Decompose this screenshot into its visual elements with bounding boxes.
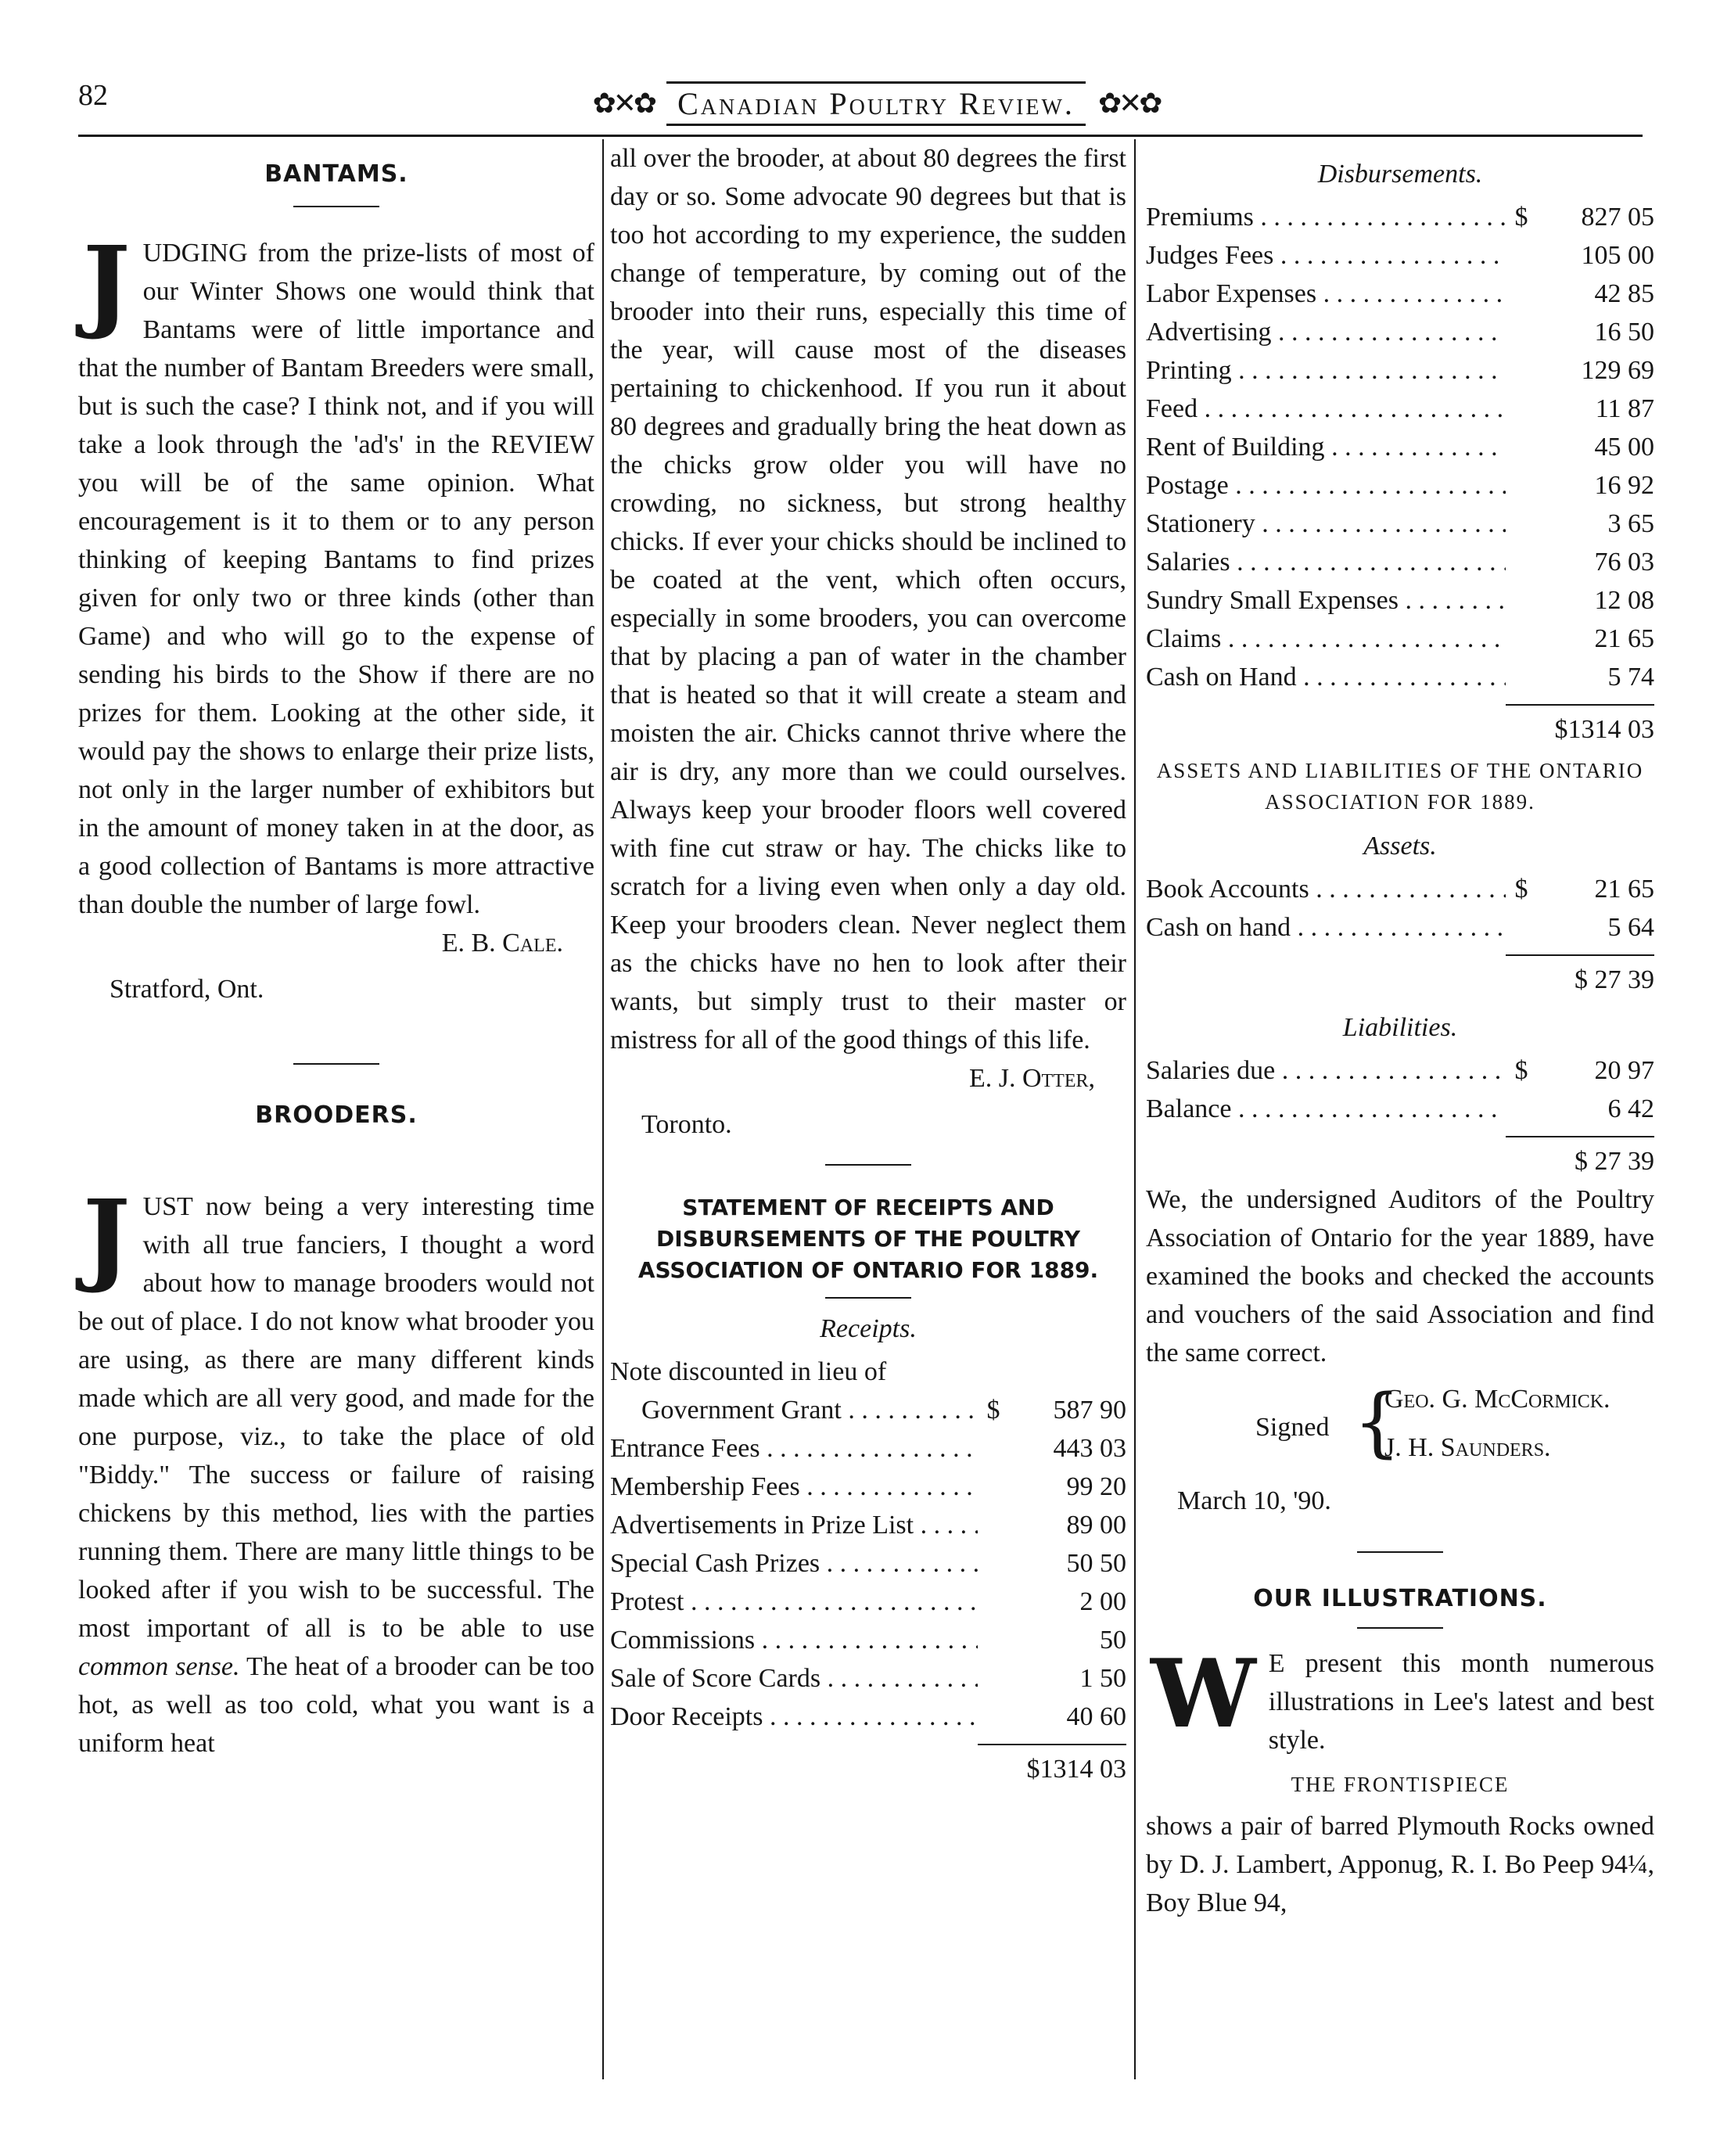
ledger-label: Special Cash Prizes . . . [610,1544,978,1583]
ledger-amount: 6 42 [1607,1094,1654,1123]
brooders-body-emphasis: common sense. [78,1652,240,1681]
ledger-label: Claims . . . [1146,620,1506,658]
disbursements-title: Disbursements. [1317,160,1483,189]
ledger-row [610,1468,1126,1506]
total-rule [1506,954,1654,956]
ledger-amount: 45 00 [1594,433,1654,462]
ledger-label: Premiums . . . [1146,198,1506,236]
ledger-label: Note discounted in lieu of [610,1357,887,1386]
brooders-title: BROODERS. [255,1101,418,1129]
ledger-row [1146,198,1654,236]
ledger-label: Judges Fees . . . [1146,236,1506,275]
ledger-amount: 443 03 [1053,1434,1126,1463]
ledger-label: Protest . . . [610,1583,978,1621]
ledger-label: Sundry Small Expenses . . . [1146,581,1506,620]
brooders-author: E. J. Otter, [968,1064,1095,1093]
bantams-author: E. B. Cale. [441,929,563,958]
ledger-label: Advertising . . . [1146,313,1506,351]
column-3 [1146,139,1654,2093]
ledger-amount: 2 00 [1079,1587,1126,1616]
ledger-label: Book Accounts . . . [1146,870,1506,908]
total-rule [978,1744,1126,1745]
divider-rule [825,1297,911,1299]
ledger-amount: 5 74 [1607,663,1654,692]
column-1 [78,139,594,2093]
frontispiece-title: THE FRONTISPIECE [1291,1773,1510,1796]
divider-rule [825,1164,911,1166]
ledger-currency: $ [1514,875,1528,904]
ledger-amount: 50 [1100,1626,1126,1655]
liabilities-ledger [1146,1051,1654,1128]
ledger-label: Cash on hand . . . [1146,908,1506,947]
ledger-label: Labor Expenses . . . [1146,275,1506,313]
ledger-row [1146,390,1654,428]
ledger-label: Salaries . . . [1146,543,1506,581]
ledger-amount: 40 60 [1066,1702,1126,1731]
ledger-row [1146,658,1654,696]
divider-rule [293,206,379,207]
assets-total: $ 27 39 [1575,965,1654,994]
ledger-label: Stationery . . . [1146,505,1506,543]
ledger-row [610,1506,1126,1544]
ledger-row [1146,236,1654,275]
ledger-label: Salaries due . . . [1146,1051,1506,1090]
ledger-amount: 21 65 [1594,624,1654,653]
ledger-amount: 12 08 [1594,586,1654,615]
column-2 [610,139,1126,2093]
brooders-body-b: The heat of a brooder can be too hot, as well as too cold, what you want is a uniform heat [78,1652,595,1758]
ledger-row [1146,428,1654,466]
bantams-title: BANTAMS. [264,160,408,188]
total-rule [1506,704,1654,706]
receipts-ledger [610,1353,1126,1736]
brooders-continued: all over the brooder, at about 80 degrees the first day or so. Some advocate 90 degrees but that is too hot according to my experience, the sudden change of temperature, by coming out of the brooder into their runs, especially this time of the year, will cause most of the diseases pertaining to chickenhood. If you run it about 80 degrees and gradually bring the heat down as the chicks grow older you will have no crowding, no sickness, but strong healthy chicks. If ever your chicks should be inclined to be coated at the vent, which often occurs, especially in some brooders, you can overcome that by placing a pan of water in the chamber that is heated so that it will create a steam and moisten the air. Chicks cannot thrive where the air is dry, any more than we could ourselves. Always keep your brooder floors well covered with fine cut straw or hay. The chicks like to scratch for a living even when only a day old. Keep your brooders clean. Never neglect them as the chicks have no hen to look after their wants, but simply trust to their master or mistress for all of the good things of this life. [610,144,1126,1055]
ornament-left-icon: ✿✕✿ [592,88,655,119]
dropcap: J [83,225,131,343]
ledger-label: Government Grant . . . [610,1391,978,1429]
ledger-amount: 89 00 [1066,1511,1126,1540]
signature-block [1146,1380,1654,1474]
ledger-amount: 587 90 [1053,1396,1126,1425]
ledger-currency: $ [1514,1056,1528,1085]
assets-title: Assets. [1363,832,1437,861]
ledger-row [610,1698,1126,1736]
header-rule [78,135,1643,137]
ledger-label: Commissions . . . [610,1621,978,1659]
ledger-row [610,1659,1126,1698]
ledger-row [1146,581,1654,620]
masthead-title: Canadian Poultry Review. [666,81,1086,126]
divider-rule [1357,1551,1443,1553]
auditors-date: March 10, '90. [1177,1486,1331,1515]
ledger-row [1146,908,1654,947]
ledger-row [1146,1090,1654,1128]
ledger-label: Balance . . . [1146,1090,1506,1128]
illustrations-body: E present this month numerous illustrations in Lee's latest and best style. [1268,1649,1654,1755]
brooders-place: Toronto. [641,1110,732,1139]
ledger-label: Door Receipts . . . [610,1698,978,1736]
liabilities-total: $ 27 39 [1575,1147,1654,1176]
assets-liabilities-title: ASSETS AND LIABILITIES OF THE ONTARIO ASSOCIATION FOR 1889. [1156,759,1644,814]
ledger-label: Printing . . . [1146,351,1506,390]
ornament-right-icon: ✿✕✿ [1097,88,1160,119]
ledger-amount: 5 64 [1607,913,1654,942]
ledger-row [610,1353,1126,1391]
ledger-row [1146,870,1654,908]
ledger-row [610,1429,1126,1468]
ledger-amount: 3 65 [1607,509,1654,538]
frontispiece-body: shows a pair of barred Plymouth Rocks owned by D. J. Lambert, Apponug, R. I. Bo Peep 94¼, Boy Blue 94, [1146,1812,1654,1917]
disbursements-ledger [1146,198,1654,696]
ledger-label: Advertisements in Prize List . . . [610,1506,978,1544]
illustrations-article [1146,1639,1654,1759]
ledger-amount: 16 92 [1594,471,1654,500]
ledger-label: Sale of Score Cards . . . [610,1659,978,1698]
ledger-row [1146,1051,1654,1090]
divider-rule [1357,1627,1443,1629]
liabilities-title: Liabilities. [1342,1013,1458,1042]
dropcap: W [1151,1639,1256,1749]
total-rule [1506,1136,1654,1137]
ledger-amount: 1 50 [1079,1664,1126,1693]
ledger-row [1146,543,1654,581]
ledger-row [610,1583,1126,1621]
ledger-row [1146,351,1654,390]
ledger-row [1146,313,1654,351]
ledger-amount: 11 87 [1595,394,1654,423]
ledger-row [1146,275,1654,313]
ledger-row [610,1544,1126,1583]
ledger-row [610,1621,1126,1659]
bantams-body: UDGING from the prize-lists of most of our Winter Shows one would think that Bantams were of little importance and that the number of Bantam Breeders were small, but is such the case? I think not, and if you will take a look through the 'ad's' in the REVIEW you will be of the same opinion. What encouragement is it to them or to any person thinking of keeping Bantams to find prizes given for only two or three kinds (other than Game) and who will go to the expense of sending his birds to the Show if there are no prizes for them. Looking at the other side, it would pay the shows to enlarge their prize lists, not only in the larger number of exhibitors but in the amount of money taken in at the door, as a good collection of Bantams is more attractive than double the number of large fowl. [78,239,594,919]
brooders-body-a: UST now being a very interesting time with all true fanciers, I thought a word about how to manage brooders would not be out of place. I do not know what brooder you are using, as there are many different kinds made which are all very good, and made for the one purpose, viz., to take the place of old "Biddy." The success or failure of raising chickens by this method, lies with the parties running them. There are many little things to be looked after if you wish to be successful. The most important of all is to be able to use [78,1192,594,1643]
signatory-1: Geo. G. McCormick. [1384,1385,1610,1414]
column-divider-2 [1134,139,1136,2079]
ledger-amount: 42 85 [1594,279,1654,308]
ledger-label: Feed . . . [1146,390,1506,428]
receipts-title: Receipts. [820,1314,917,1343]
dropcap: J [83,1179,131,1296]
brace-icon: { [1353,1378,1402,1466]
receipts-total: $1314 03 [1026,1755,1126,1784]
ledger-amount: 827 05 [1581,203,1654,232]
ledger-amount: 16 50 [1594,318,1654,347]
ledger-label: Postage . . . [1146,466,1506,505]
ledger-row [610,1391,1126,1429]
ledger-row [1146,466,1654,505]
ledger-currency: $ [986,1396,1000,1425]
bantams-article [78,225,594,924]
auditors-statement: We, the undersigned Auditors of the Poultry Association of Ontario for the year 1889, have examined the books and checked the accounts and vouchers of the said Association and find the same correct. [1146,1185,1654,1367]
ledger-row [1146,620,1654,658]
assets-ledger [1146,870,1654,947]
ledger-amount: 76 03 [1594,548,1654,577]
statement-title: STATEMENT OF RECEIPTS AND DISBURSEMENTS OF THE POULTRY ASSOCIATION OF ONTARIO FOR 1889. [637,1195,1099,1283]
ledger-amount: 129 69 [1581,356,1654,385]
page-number: 82 [78,79,108,112]
masthead [579,75,1173,131]
disbursements-total: $1314 03 [1554,715,1654,744]
ledger-label: Entrance Fees . . . [610,1429,978,1468]
illustrations-title: OUR ILLUSTRATIONS. [1253,1585,1547,1612]
ledger-amount: 20 97 [1594,1056,1654,1085]
ledger-amount: 21 65 [1594,875,1654,904]
divider-rule [293,1063,379,1065]
ledger-amount: 105 00 [1581,241,1654,270]
column-divider-1 [602,139,604,2079]
signed-label: Signed [1255,1413,1330,1442]
ledger-label: Cash on Hand . . . [1146,658,1506,696]
signatory-2: J. H. Saunders. [1384,1433,1551,1462]
ledger-row [1146,505,1654,543]
ledger-currency: $ [1514,203,1528,232]
ledger-amount: 99 20 [1066,1472,1126,1501]
ledger-amount: 50 50 [1066,1549,1126,1578]
ledger-label: Membership Fees . . . [610,1468,978,1506]
brooders-article [78,1179,595,1763]
ledger-label: Rent of Building . . . [1146,428,1506,466]
bantams-place: Stratford, Ont. [110,975,264,1004]
